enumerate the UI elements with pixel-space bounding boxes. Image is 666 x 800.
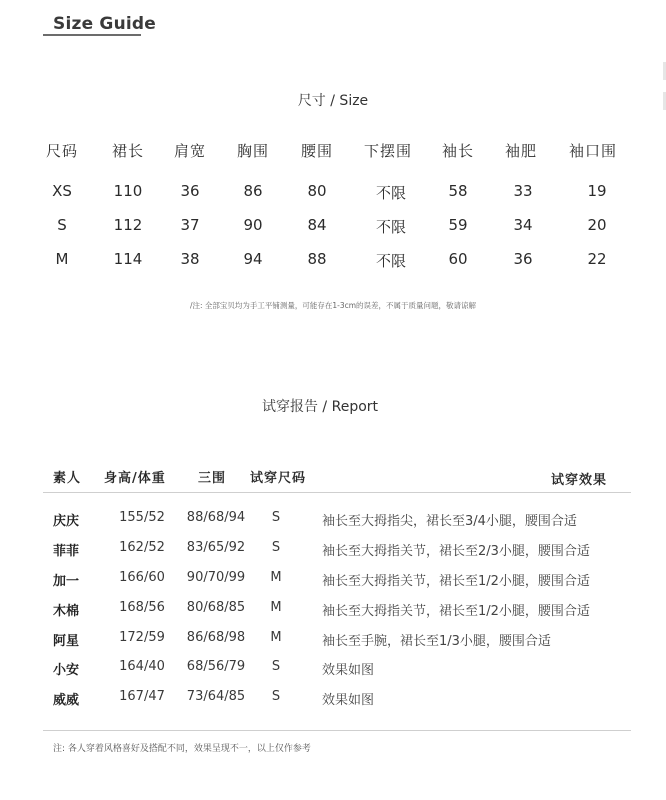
column-header: 肩宽	[173, 142, 207, 160]
column-header: 身高/体重	[104, 471, 166, 486]
column-header: 下摆围	[363, 142, 413, 160]
size-cell: 38	[180, 250, 200, 268]
height-weight: 172/59	[119, 630, 165, 645]
report-row	[0, 600, 666, 628]
fit-effect: 袖长至大拇指关节，裙长至2/3小腿，腰围合适	[322, 544, 590, 559]
report-row	[0, 689, 666, 717]
size-table	[40, 140, 640, 276]
size-cell: 33	[513, 182, 533, 200]
size-row-s	[40, 216, 640, 250]
tried-size: S	[271, 659, 281, 674]
measurements: 90/70/99	[186, 570, 246, 585]
tester-name: 木棉	[53, 604, 80, 619]
tester-name: 菲菲	[53, 544, 80, 559]
size-cell: 59	[448, 216, 468, 234]
report-note: 注: 各人穿着风格喜好及搭配不同，效果呈现不一，以上仅作参考	[53, 744, 311, 754]
size-section-title: 尺寸 / Size	[297, 93, 369, 109]
tried-size: M	[270, 570, 282, 585]
fit-effect: 袖长至大拇指关节，裙长至1/2小腿，腰围合适	[322, 574, 590, 589]
height-weight: 167/47	[119, 689, 165, 704]
size-cell: 88	[307, 250, 327, 268]
size-cell: 不限	[375, 252, 407, 270]
size-cell: 37	[180, 216, 200, 234]
tried-size: M	[270, 630, 282, 645]
size-cell: M	[55, 250, 69, 268]
report-bottom-divider	[43, 730, 631, 731]
tried-size: S	[271, 540, 281, 555]
size-cell: 36	[513, 250, 533, 268]
tester-name: 威威	[53, 693, 80, 708]
size-cell: 不限	[375, 218, 407, 236]
fit-effect: 效果如图	[322, 693, 375, 708]
report-row	[0, 570, 666, 598]
measurements: 80/68/85	[186, 600, 246, 615]
column-header: 素人	[53, 471, 82, 486]
fit-effect: 袖长至手腕，裙长至1/3小腿，腰围合适	[322, 634, 551, 649]
fit-effect: 效果如图	[322, 663, 375, 678]
size-cell: 84	[307, 216, 327, 234]
report-row	[0, 659, 666, 687]
tester-name: 加一	[53, 574, 80, 589]
column-header: 袖长	[441, 142, 475, 160]
size-note: /注: 全部宝贝均为手工平铺测量，可能存在1-3cm的误差，不属于质量问题，敬请谅解	[189, 301, 477, 310]
tried-size: S	[271, 510, 281, 525]
size-cell: 19	[587, 182, 607, 200]
tried-size: S	[271, 689, 281, 704]
column-header: 试穿效果	[551, 473, 608, 488]
measurements: 68/56/79	[186, 659, 246, 674]
size-cell: 114	[113, 250, 143, 268]
fit-effect: 袖长至大拇指尖，裙长至3/4小腿，腰围合适	[322, 514, 577, 529]
tried-size: M	[270, 600, 282, 615]
height-weight: 166/60	[119, 570, 165, 585]
title-underline	[43, 34, 141, 36]
column-header: 试穿尺码	[250, 471, 307, 486]
report-row	[0, 630, 666, 658]
column-header: 袖口围	[568, 142, 618, 160]
size-cell: 80	[307, 182, 327, 200]
size-cell: 20	[587, 216, 607, 234]
report-row	[0, 540, 666, 568]
size-cell: 36	[180, 182, 200, 200]
height-weight: 164/40	[119, 659, 165, 674]
report-header-divider	[43, 492, 631, 493]
tester-name: 阿星	[53, 634, 80, 649]
measurements: 88/68/94	[186, 510, 246, 525]
size-cell: 58	[448, 182, 468, 200]
size-cell: S	[57, 216, 67, 234]
height-weight: 162/52	[119, 540, 165, 555]
column-header: 裙长	[111, 142, 145, 160]
size-cell: 94	[243, 250, 263, 268]
column-header: 尺码	[45, 142, 79, 160]
height-weight: 155/52	[119, 510, 165, 525]
page-title: Size Guide	[53, 14, 156, 34]
report-section-title: 试穿报告 / Report	[261, 399, 379, 415]
size-cell: 60	[448, 250, 468, 268]
size-row-m	[40, 250, 640, 284]
measurements: 86/68/98	[186, 630, 246, 645]
size-cell: 110	[113, 182, 143, 200]
size-cell: 90	[243, 216, 263, 234]
tester-name: 小安	[53, 663, 80, 678]
size-row-xs	[40, 182, 640, 216]
size-cell: 22	[587, 250, 607, 268]
height-weight: 168/56	[119, 600, 165, 615]
size-cell: 34	[513, 216, 533, 234]
column-header: 三围	[198, 471, 227, 486]
report-row	[0, 510, 666, 538]
size-cell: XS	[52, 182, 72, 200]
column-header: 腰围	[300, 142, 334, 160]
size-table-header	[40, 140, 640, 174]
fit-effect: 袖长至大拇指关节，裙长至1/2小腿，腰围合适	[322, 604, 590, 619]
size-cell: 86	[243, 182, 263, 200]
size-cell: 112	[113, 216, 143, 234]
column-header: 胸围	[236, 142, 270, 160]
report-table-header	[0, 462, 666, 490]
measurements: 83/65/92	[186, 540, 246, 555]
tester-name: 庆庆	[53, 514, 80, 529]
column-header: 袖肥	[504, 142, 538, 160]
measurements: 73/64/85	[186, 689, 246, 704]
size-cell: 不限	[375, 184, 407, 202]
